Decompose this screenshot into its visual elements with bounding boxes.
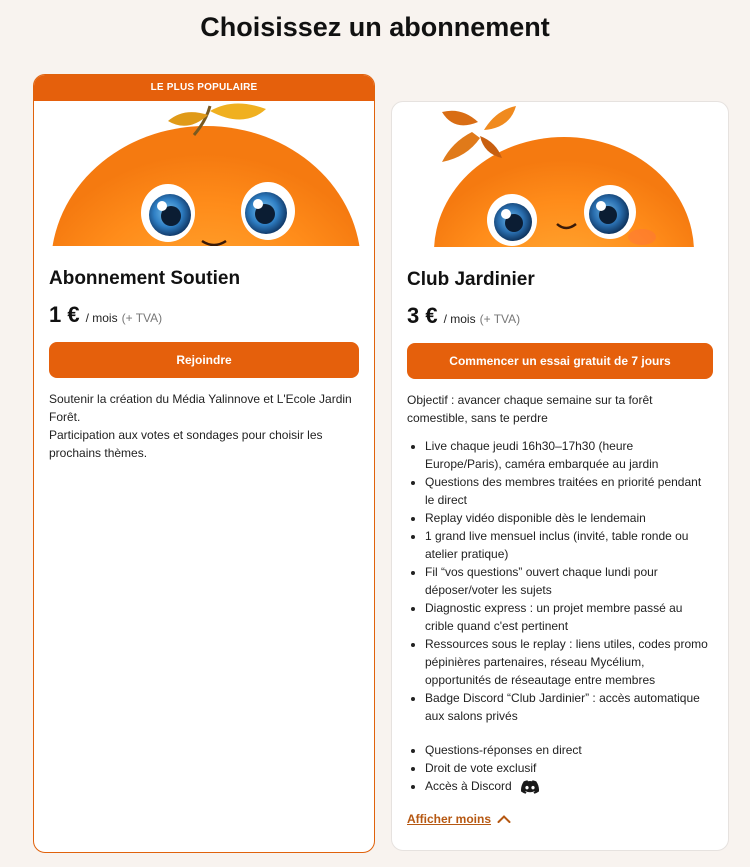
list-item: • Questions des membres traitées en priorité pendant le direct (425, 473, 713, 509)
list-item: • Droit de vote exclusif (425, 759, 713, 777)
plan-name: Abonnement Soutien (49, 268, 241, 289)
show-less-link[interactable] (407, 812, 511, 826)
page-title: Choisissez un abonnement (200, 12, 550, 42)
list-item: • Badge Discord “Club Jardinier” : accès automatique aux salons privés (425, 689, 713, 725)
toggle-label: Afficher moins (407, 812, 492, 826)
price-period: / mois (443, 312, 476, 326)
price-period: / mois (85, 311, 118, 325)
description-line: Participation aux votes et sondages pour choisir les prochains thèmes. (49, 428, 323, 460)
price-row (407, 303, 728, 329)
plan-card-soutien (33, 74, 375, 853)
discord-icon (521, 780, 539, 794)
price-tax: (+ TVA) (479, 312, 521, 326)
list-item (425, 777, 713, 795)
price-tax: (+ TVA) (121, 311, 163, 325)
price: 1 € (49, 302, 80, 327)
popular-badge: LE PLUS POPULAIRE (34, 75, 374, 101)
list-item: • Ressources sous le replay : liens utiles, codes promo pépinières partenaires, réseau Mycélium, opportunités de réseautage entre membres (425, 635, 713, 689)
plan-card-club-jardinier (391, 101, 729, 851)
list-item: • Questions-réponses en direct (425, 741, 713, 759)
plan-objective: Objectif : avancer chaque semaine sur ta forêt comestible, sans te perdre (407, 393, 653, 425)
plan-name: Club Jardinier (407, 269, 535, 290)
description-line: Soutenir la création du Média Yalinnove et L'Ecole Jardin Forêt. (49, 392, 352, 424)
price-row (49, 302, 374, 328)
list-item: • Diagnostic express : un projet membre passé au crible quand c'est pertinent (425, 599, 713, 635)
list-item-label: Accès à Discord (425, 779, 512, 793)
mascot-illustration (34, 101, 374, 246)
chevron-up-icon (497, 814, 511, 824)
price: 3 € (407, 303, 438, 328)
mascot-illustration (392, 102, 728, 247)
join-button[interactable]: Rejoindre (49, 342, 359, 378)
plan-description (49, 390, 359, 462)
free-trial-button[interactable]: Commencer un essai gratuit de 7 jours (407, 343, 713, 379)
list-item: • Replay vidéo disponible dès le lendemain (425, 509, 713, 527)
extras-list (425, 741, 713, 795)
list-item: • Fil “vos questions” ouvert chaque lundi pour déposer/voter les sujets (425, 563, 713, 599)
list-item: • Live chaque jeudi 16h30–17h30 (heure Europe/Paris), caméra embarquée au jardin (425, 437, 713, 473)
list-item: • 1 grand live mensuel inclus (invité, table ronde ou atelier pratique) (425, 527, 713, 563)
feature-list (425, 437, 713, 725)
